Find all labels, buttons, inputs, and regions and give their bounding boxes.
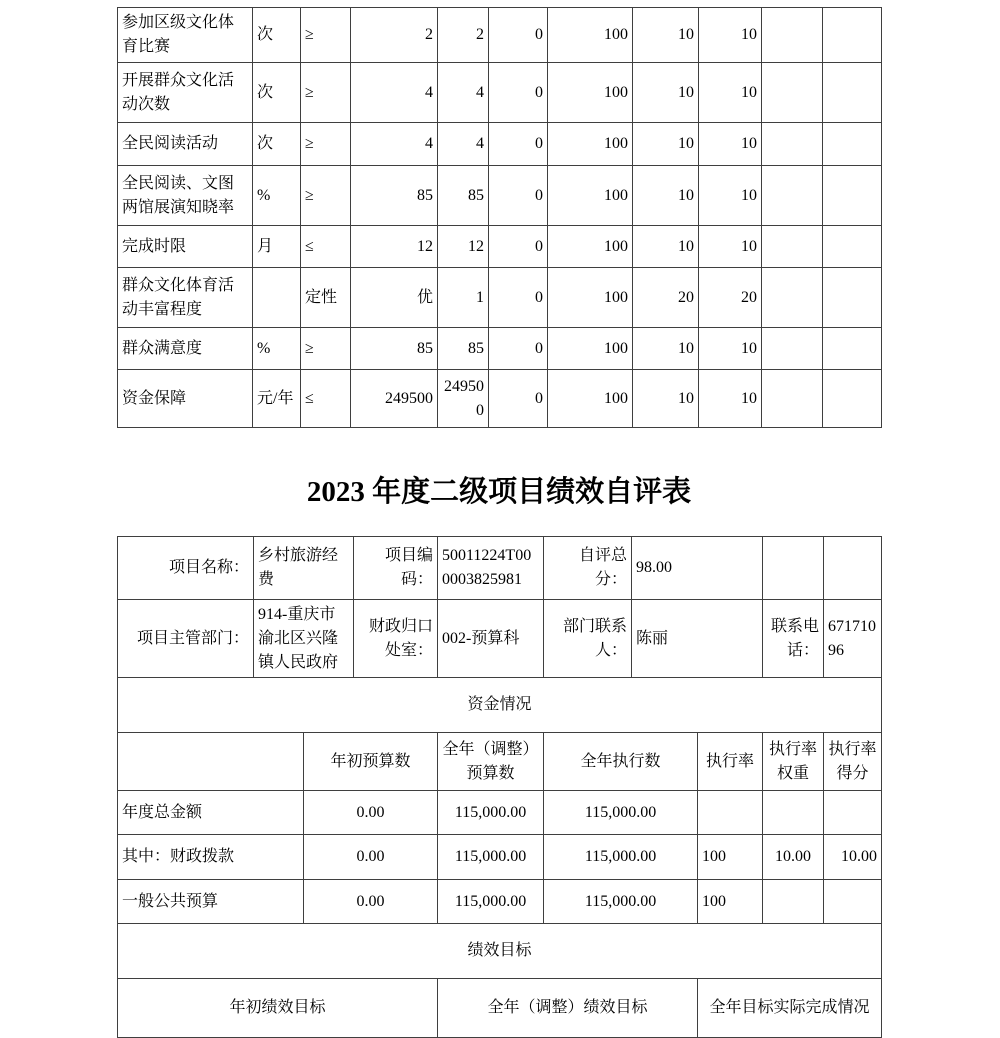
indicator-name: 开展群众文化活动次数: [118, 63, 253, 123]
indicator-adjusted: 85: [438, 328, 489, 370]
self-score-label: 自评总分：: [544, 537, 632, 600]
funding-label: 其中：财政拨款: [118, 835, 304, 880]
empty-cell: [823, 370, 882, 428]
indicator-name: 全民阅读活动: [118, 123, 253, 166]
indicator-weight: 10: [633, 166, 699, 226]
self-eval-table: [117, 536, 882, 1038]
indicator-unit: [253, 268, 301, 328]
indicator-direction: 定性: [301, 268, 351, 328]
phone-value: 67171096: [824, 600, 882, 678]
indicator-adjusted: 249500: [438, 370, 489, 428]
empty-cell: [823, 63, 882, 123]
finance-office-value: 002-预算科: [438, 600, 544, 678]
empty-cell: [823, 123, 882, 166]
indicator-rate: 100: [548, 166, 633, 226]
indicator-row: [118, 63, 882, 123]
indicator-score-table: [117, 7, 882, 428]
header-budget-initial: 年初预算数: [304, 733, 438, 791]
indicator-value: 0: [489, 226, 548, 268]
indicator-direction: ≥: [301, 8, 351, 63]
indicator-row: [118, 268, 882, 328]
indicator-unit: 月: [253, 226, 301, 268]
header-budget-adjusted: 全年（调整）预算数: [438, 733, 544, 791]
funding-initial: 0.00: [304, 835, 438, 880]
indicator-weight: 10: [633, 123, 699, 166]
funding-label: 一般公共预算: [118, 880, 304, 924]
performance-section-row: [118, 924, 882, 979]
empty-cell: [762, 370, 823, 428]
funding-adjusted: 115,000.00: [438, 791, 544, 835]
indicator-row: [118, 166, 882, 226]
funding-section-row: [118, 678, 882, 733]
empty-cell: [823, 166, 882, 226]
indicator-value: 0: [489, 8, 548, 63]
project-name-label: 项目名称：: [118, 537, 254, 600]
indicator-value: 0: [489, 123, 548, 166]
indicator-value: 0: [489, 328, 548, 370]
indicator-direction: ≥: [301, 328, 351, 370]
indicator-target: 85: [351, 328, 438, 370]
indicator-weight: 10: [633, 8, 699, 63]
funding-section-title: 资金情况: [118, 678, 882, 733]
funding-weight: 10.00: [763, 835, 824, 880]
empty-cell: [823, 328, 882, 370]
indicator-row: [118, 123, 882, 166]
indicator-target: 优: [351, 268, 438, 328]
indicator-row: [118, 226, 882, 268]
indicator-name: 群众满意度: [118, 328, 253, 370]
indicator-name: 参加区级文化体育比赛: [118, 8, 253, 63]
indicator-direction: ≥: [301, 63, 351, 123]
funding-initial: 0.00: [304, 880, 438, 924]
empty-cell: [823, 268, 882, 328]
indicator-adjusted: 4: [438, 123, 489, 166]
funding-adjusted: 115,000.00: [438, 880, 544, 924]
dept-value: 914-重庆市渝北区兴隆镇人民政府: [254, 600, 354, 678]
indicator-adjusted: 85: [438, 166, 489, 226]
funding-row: [118, 835, 882, 880]
empty-cell: [762, 63, 823, 123]
funding-rate: 100: [698, 880, 763, 924]
goal-actual-header: 全年目标实际完成情况: [698, 979, 882, 1038]
project-code-value: 50011224T000003825981: [438, 537, 544, 600]
indicator-target: 4: [351, 123, 438, 166]
indicator-direction: ≤: [301, 226, 351, 268]
indicator-score: 10: [699, 328, 762, 370]
indicator-score: 10: [699, 370, 762, 428]
empty-cell: [823, 8, 882, 63]
indicator-rate: 100: [548, 63, 633, 123]
indicator-rate: 100: [548, 8, 633, 63]
indicator-rate: 100: [548, 123, 633, 166]
indicator-target: 2: [351, 8, 438, 63]
empty-cell: [762, 226, 823, 268]
performance-section-title: 绩效目标: [118, 924, 882, 979]
empty-cell: [762, 328, 823, 370]
finance-office-label: 财政归口处室：: [354, 600, 438, 678]
goal-initial-header: 年初绩效目标: [118, 979, 438, 1038]
indicator-direction: ≤: [301, 370, 351, 428]
indicator-weight: 10: [633, 63, 699, 123]
contact-label: 部门联系人：: [544, 600, 632, 678]
phone-label: 联系电话：: [763, 600, 824, 678]
indicator-direction: ≥: [301, 123, 351, 166]
indicator-row: [118, 328, 882, 370]
indicator-row: [118, 8, 882, 63]
funding-weight: [763, 791, 824, 835]
indicator-name: 资金保障: [118, 370, 253, 428]
indicator-rate: 100: [548, 328, 633, 370]
funding-executed: 115,000.00: [544, 880, 698, 924]
indicator-value: 0: [489, 63, 548, 123]
self-score-value: 98.00: [632, 537, 763, 600]
indicator-weight: 20: [633, 268, 699, 328]
indicator-adjusted: 2: [438, 8, 489, 63]
funding-score: [824, 880, 882, 924]
indicator-rate: 100: [548, 370, 633, 428]
header-executed: 全年执行数: [544, 733, 698, 791]
indicator-unit: 次: [253, 63, 301, 123]
indicator-value: 0: [489, 268, 548, 328]
indicator-target: 249500: [351, 370, 438, 428]
indicator-unit: 次: [253, 8, 301, 63]
funding-row: [118, 791, 882, 835]
indicator-name: 群众文化体育活动丰富程度: [118, 268, 253, 328]
funding-initial: 0.00: [304, 791, 438, 835]
indicator-weight: 10: [633, 370, 699, 428]
indicator-name: 全民阅读、文图两馆展演知晓率: [118, 166, 253, 226]
funding-executed: 115,000.00: [544, 791, 698, 835]
empty-cell: [824, 537, 882, 600]
indicator-rate: 100: [548, 226, 633, 268]
empty-cell: [762, 8, 823, 63]
indicator-target: 12: [351, 226, 438, 268]
indicator-rate: 100: [548, 268, 633, 328]
project-code-label: 项目编码：: [354, 537, 438, 600]
dept-label: 项目主管部门：: [118, 600, 254, 678]
empty-cell: [763, 537, 824, 600]
indicator-weight: 10: [633, 226, 699, 268]
funding-label: 年度总金额: [118, 791, 304, 835]
funding-adjusted: 115,000.00: [438, 835, 544, 880]
indicator-score: 10: [699, 8, 762, 63]
indicator-score: 10: [699, 63, 762, 123]
funding-score: 10.00: [824, 835, 882, 880]
indicator-adjusted: 12: [438, 226, 489, 268]
header-exec-rate-weight: 执行率权重: [763, 733, 824, 791]
indicator-weight: 10: [633, 328, 699, 370]
indicator-name: 完成时限: [118, 226, 253, 268]
indicator-adjusted: 1: [438, 268, 489, 328]
empty-cell: [762, 268, 823, 328]
goal-header-row: [118, 979, 882, 1038]
indicator-score: 20: [699, 268, 762, 328]
project-name-value: 乡村旅游经费: [254, 537, 354, 600]
indicator-value: 0: [489, 166, 548, 226]
goal-adjusted-header: 全年（调整）绩效目标: [438, 979, 698, 1038]
indicator-score: 10: [699, 123, 762, 166]
indicator-unit: %: [253, 328, 301, 370]
funding-executed: 115,000.00: [544, 835, 698, 880]
empty-header-cell: [118, 733, 304, 791]
empty-cell: [762, 123, 823, 166]
indicator-target: 85: [351, 166, 438, 226]
funding-score: [824, 791, 882, 835]
funding-rate: 100: [698, 835, 763, 880]
indicator-row: [118, 370, 882, 428]
indicator-value: 0: [489, 370, 548, 428]
dept-info-row: [118, 600, 882, 678]
header-exec-rate: 执行率: [698, 733, 763, 791]
indicator-unit: 次: [253, 123, 301, 166]
project-info-row: [118, 537, 882, 600]
empty-cell: [762, 166, 823, 226]
funding-weight: [763, 880, 824, 924]
funding-row: [118, 880, 882, 924]
indicator-adjusted: 4: [438, 63, 489, 123]
empty-cell: [823, 226, 882, 268]
header-exec-rate-score: 执行率得分: [824, 733, 882, 791]
funding-header-row: [118, 733, 882, 791]
indicator-unit: %: [253, 166, 301, 226]
indicator-score: 10: [699, 226, 762, 268]
indicator-direction: ≥: [301, 166, 351, 226]
funding-rate: [698, 791, 763, 835]
indicator-unit: 元/年: [253, 370, 301, 428]
page-title: 2023 年度二级项目绩效自评表: [306, 476, 692, 508]
indicator-target: 4: [351, 63, 438, 123]
contact-value: 陈丽: [632, 600, 763, 678]
indicator-score: 10: [699, 166, 762, 226]
